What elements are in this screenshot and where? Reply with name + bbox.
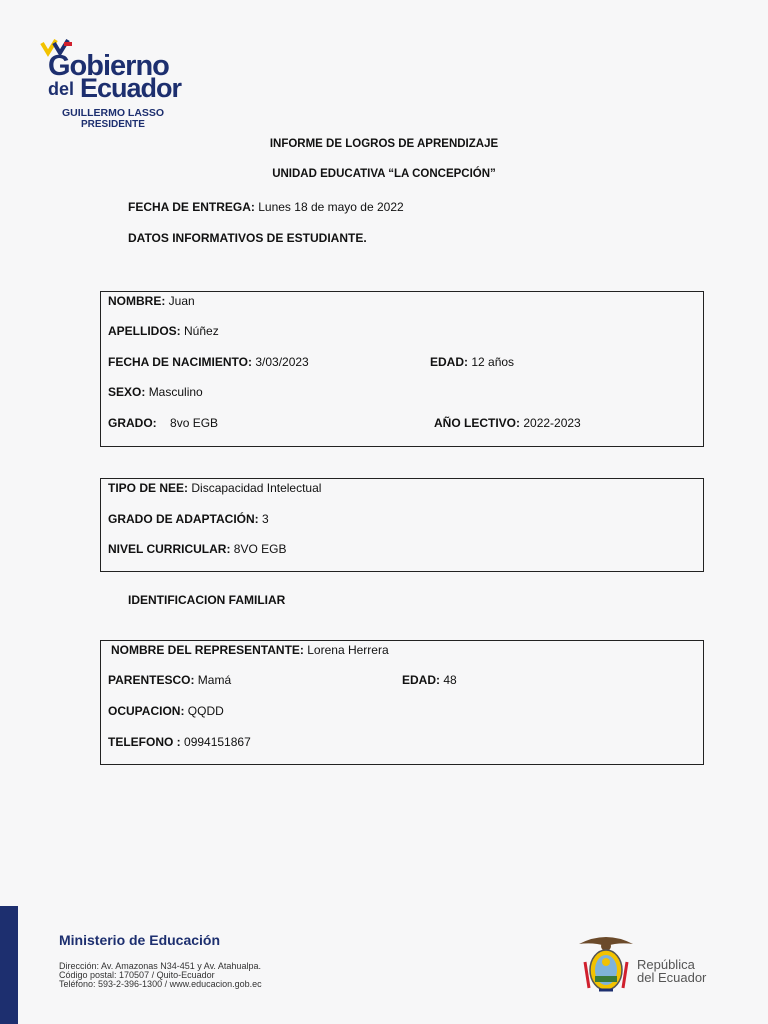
footer-postal: Código postal: 170507 / Quito-Ecuador [59, 970, 215, 980]
sex-value: Masculino [148, 385, 203, 399]
sex-label: SEXO: [108, 385, 146, 399]
age-value: 12 años [471, 355, 515, 369]
grade-value: 8vo EGB [170, 416, 219, 430]
rep-age-value: 48 [443, 673, 457, 687]
student-section-heading: DATOS INFORMATIVOS DE ESTUDIANTE. [128, 231, 367, 245]
school-name: UNIDAD EDUCATIVA “LA CONCEPCIÓN” [272, 168, 496, 180]
name-label: NOMBRE: [108, 294, 166, 308]
student-age-row [430, 355, 514, 369]
level-label: NIVEL CURRICULAR: [108, 542, 231, 556]
republic-line1: República [637, 957, 695, 972]
delivery-value: Lunes 18 de mayo de 2022 [258, 200, 404, 214]
relationship-row [108, 673, 231, 687]
delivery-label: FECHA DE ENTREGA: [128, 200, 255, 214]
nee-type-value: Discapacidad Intelectual [191, 481, 322, 495]
level-value: 8VO EGB [233, 542, 287, 556]
footer-accent-bar [0, 906, 18, 1024]
nee-type-label: TIPO DE NEE: [108, 481, 189, 495]
surname-value: Núñez [184, 324, 219, 338]
rep-label: NOMBRE DEL REPRESENTANTE: [111, 643, 304, 657]
phone-value: 0994151867 [184, 735, 251, 749]
age-label: EDAD: [430, 355, 468, 369]
adapt-value: 3 [262, 512, 269, 526]
student-name-row [108, 294, 195, 308]
nee-type-row [108, 481, 321, 495]
ministry-name: Ministerio de Educación [59, 932, 221, 948]
student-grade-row [108, 416, 218, 430]
student-birth-row [108, 355, 309, 369]
logo-del: del [48, 79, 75, 99]
student-year-row [434, 416, 581, 430]
phone-label: TELEFONO : [108, 735, 181, 749]
republic-line2: del Ecuador [637, 970, 707, 985]
student-surname-row [108, 324, 219, 338]
birth-label: FECHA DE NACIMIENTO: [108, 355, 252, 369]
family-info-box [100, 640, 704, 765]
rel-label: PARENTESCO: [108, 673, 195, 687]
footer-address: Dirección: Av. Amazonas N34-451 y Av. Atahualpa. [59, 961, 261, 971]
footer-phone: Teléfono: 593-2-396-1300 / www.educacion.gob.ec [59, 979, 262, 989]
phone-row [108, 735, 251, 749]
birth-value: 3/03/2023 [255, 355, 309, 369]
family-section-heading: IDENTIFICACION FAMILIAR [128, 593, 286, 607]
student-sex-row [108, 385, 203, 399]
rep-age-label: EDAD: [402, 673, 440, 687]
job-label: OCUPACION: [108, 704, 185, 718]
representative-row [111, 643, 389, 657]
nee-info-box [100, 478, 704, 572]
year-label: AÑO LECTIVO: [434, 416, 520, 430]
name-value: Juan [168, 294, 195, 308]
gobierno-ecuador-logo [40, 38, 190, 138]
occupation-row [108, 704, 224, 718]
adaptation-row [108, 512, 269, 526]
logo-gobierno: Gobierno [48, 50, 169, 82]
student-info-box [100, 291, 704, 447]
surname-label: APELLIDOS: [108, 324, 181, 338]
rep-value: Lorena Herrera [307, 643, 389, 657]
year-value: 2022-2023 [523, 416, 581, 430]
coat-of-arms-icon [575, 932, 637, 996]
logo-president-title: PRESIDENTE [81, 119, 145, 130]
delivery-date [128, 200, 404, 214]
adapt-label: GRADO DE ADAPTACIÓN: [108, 512, 259, 526]
rel-value: Mamá [197, 673, 232, 687]
job-value: QQDD [187, 704, 224, 718]
report-title: INFORME DE LOGROS DE APRENDIZAJE [269, 138, 499, 150]
logo-president-name: GUILLERMO LASSO [62, 107, 165, 119]
curricular-level-row [108, 542, 286, 556]
logo-ecuador: Ecuador [80, 73, 182, 103]
grade-label: GRADO: [108, 416, 157, 430]
rep-age-row [402, 673, 457, 687]
